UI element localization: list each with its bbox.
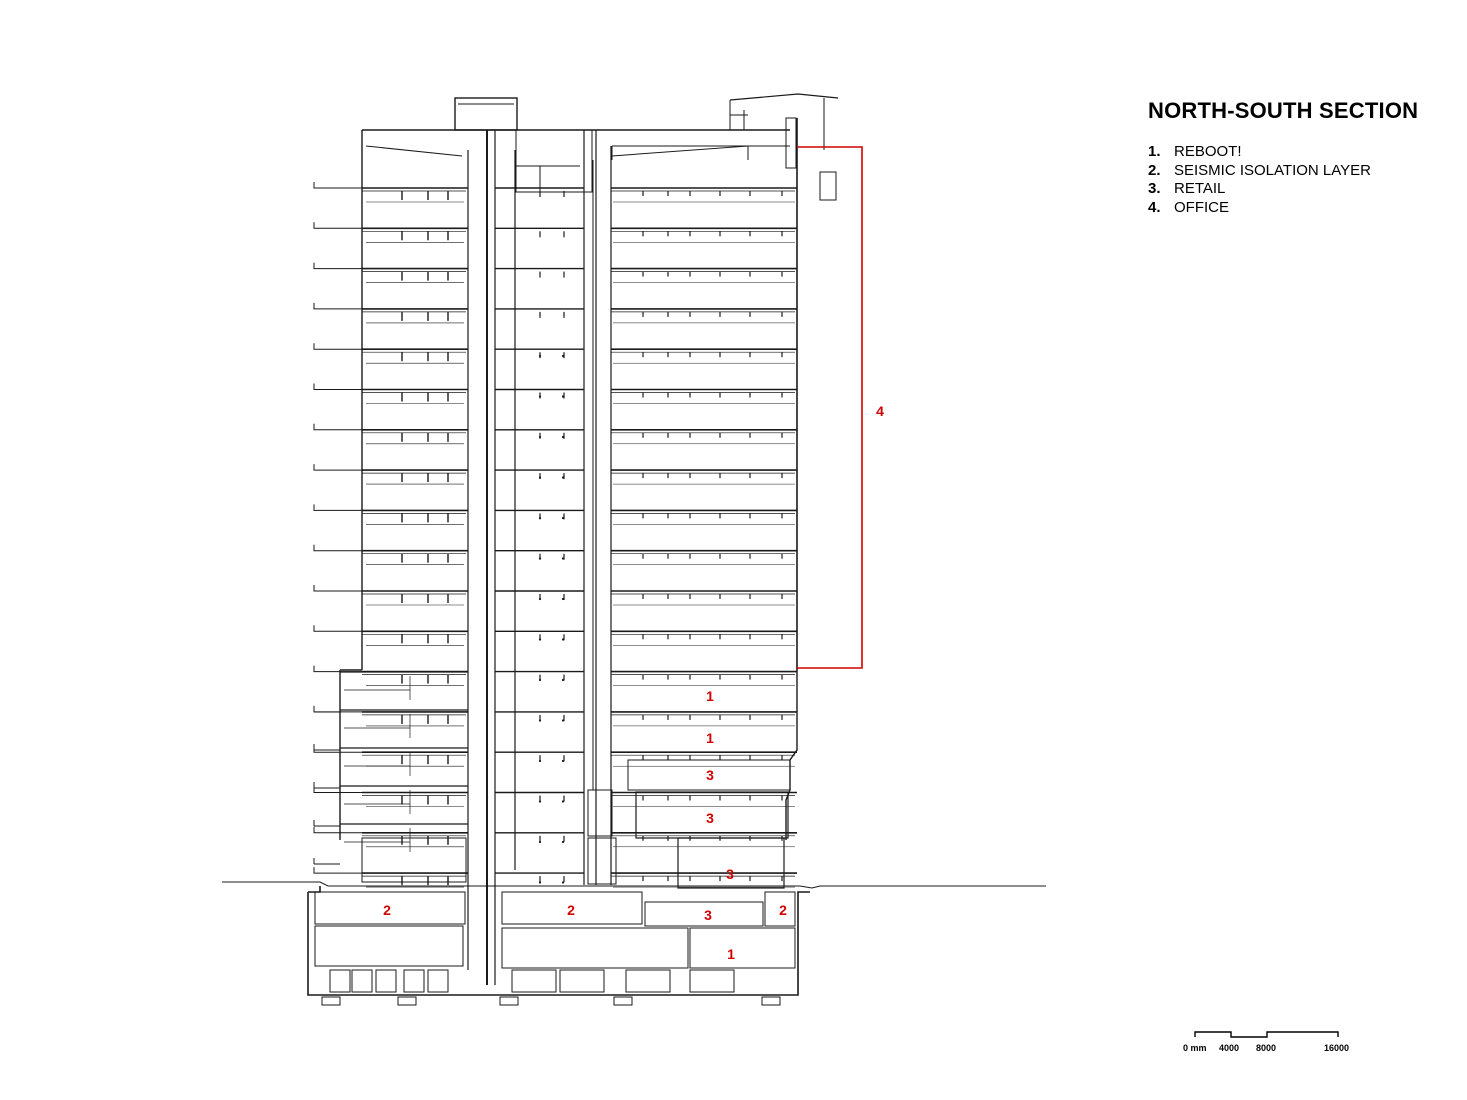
basement-room: [315, 926, 463, 966]
column-mark: [539, 355, 541, 357]
column-mark: [562, 355, 564, 357]
isolation-bearing: [500, 997, 518, 1005]
zone-label-retail: 3: [726, 866, 734, 882]
roof-slope: [612, 146, 748, 160]
column-mark: [562, 760, 564, 762]
balcony: [314, 706, 362, 712]
basement-pit: [428, 970, 448, 992]
legend-number: 1.: [1148, 143, 1161, 160]
office-zone-bracket: [797, 147, 862, 668]
basement-room: [690, 928, 795, 968]
column-mark: [539, 719, 541, 721]
legend-number: 2.: [1148, 161, 1161, 179]
balcony: [314, 464, 362, 470]
column-mark: [562, 638, 564, 640]
balcony: [314, 545, 362, 551]
legend-item: [1148, 180, 1371, 199]
column-mark: [539, 395, 541, 397]
isolation-bearing: [762, 997, 780, 1005]
rooftop-penthouse: [455, 98, 517, 130]
legend-item: [1148, 162, 1371, 181]
basement-pit: [690, 970, 734, 992]
zone-label-retail: 3: [706, 810, 714, 826]
isolation-bearing: [398, 997, 416, 1005]
balcony: [314, 182, 362, 188]
podium-room: [362, 838, 466, 882]
zone-label-seismic-isolation: 2: [567, 902, 575, 918]
zone-label-reboot: 1: [706, 688, 714, 704]
section-title: NORTH-SOUTH SECTION: [1148, 98, 1419, 123]
maintenance-crane: [730, 94, 838, 100]
basement-pit: [376, 970, 396, 992]
legend-label: OFFICE: [1174, 198, 1229, 216]
column-mark: [562, 436, 564, 438]
basement-room: [502, 928, 688, 968]
balcony: [314, 384, 362, 390]
column-mark: [539, 881, 541, 883]
column-mark: [562, 719, 564, 721]
column-mark: [539, 436, 541, 438]
podium-facade: [340, 670, 362, 840]
balcony: [314, 222, 362, 228]
zone-label-seismic-isolation: 2: [779, 902, 787, 918]
zone-label-reboot: 1: [706, 730, 714, 746]
scale-label: 0 mm: [1183, 1043, 1207, 1053]
balcony: [314, 867, 362, 873]
column-mark: [562, 598, 564, 600]
balcony: [314, 625, 362, 631]
roof-slope: [366, 146, 462, 156]
legend-label: RETAIL: [1174, 180, 1226, 197]
legend-item: [1148, 199, 1371, 218]
isolation-bearing: [614, 997, 632, 1005]
column-mark: [539, 841, 541, 843]
column-mark: [539, 476, 541, 478]
scale-label: 4000: [1219, 1043, 1240, 1053]
zone-label-office: 4: [876, 403, 884, 419]
column-mark: [562, 800, 564, 802]
basement-pit: [560, 970, 604, 992]
legend-number: 3.: [1148, 180, 1161, 197]
column-mark: [539, 517, 541, 519]
balcony: [314, 343, 362, 349]
core-top-room: [516, 130, 592, 192]
legend-item: [1148, 143, 1371, 162]
column-mark: [539, 800, 541, 802]
zone-label-seismic-isolation: 2: [383, 902, 391, 918]
zone-label-reboot: 1: [727, 946, 735, 962]
column-mark: [562, 881, 564, 883]
column-mark: [562, 395, 564, 397]
retail-room: [588, 790, 612, 836]
basement-pit: [330, 970, 350, 992]
basement-pit: [352, 970, 372, 992]
maintenance-crane: [730, 100, 748, 130]
balcony: [314, 303, 362, 309]
balcony: [314, 827, 362, 833]
legend-label: REBOOT!: [1174, 143, 1242, 160]
balcony: [314, 263, 362, 269]
basement-pit: [404, 970, 424, 992]
column-mark: [562, 517, 564, 519]
legend: [1148, 143, 1371, 217]
zone-label-retail: 3: [704, 907, 712, 923]
column-mark: [562, 557, 564, 559]
balcony: [314, 504, 362, 510]
scale-bar: [1195, 1032, 1338, 1037]
basement-pit: [626, 970, 670, 992]
column-mark: [562, 841, 564, 843]
basement-pit: [512, 970, 556, 992]
scale-label: 16000: [1324, 1043, 1350, 1053]
scale-label: 8000: [1256, 1043, 1277, 1053]
column-mark: [539, 679, 541, 681]
column-mark: [562, 679, 564, 681]
column-mark: [539, 638, 541, 640]
balcony: [314, 585, 362, 591]
legend-number: 4.: [1148, 198, 1161, 216]
retail-room: [588, 838, 616, 884]
isolation-bearing: [322, 997, 340, 1005]
column-mark: [539, 760, 541, 762]
balcony: [314, 746, 362, 752]
building-section: [222, 94, 1046, 1005]
balcony: [314, 424, 362, 430]
column-mark: [539, 557, 541, 559]
legend-label: SEISMIC ISOLATION LAYER: [1174, 161, 1371, 179]
crane-mast: [786, 118, 796, 168]
zone-label-retail: 3: [706, 767, 714, 783]
maintenance-crane: [820, 98, 836, 200]
balcony: [314, 787, 362, 793]
column-mark: [539, 598, 541, 600]
column-mark: [562, 476, 564, 478]
